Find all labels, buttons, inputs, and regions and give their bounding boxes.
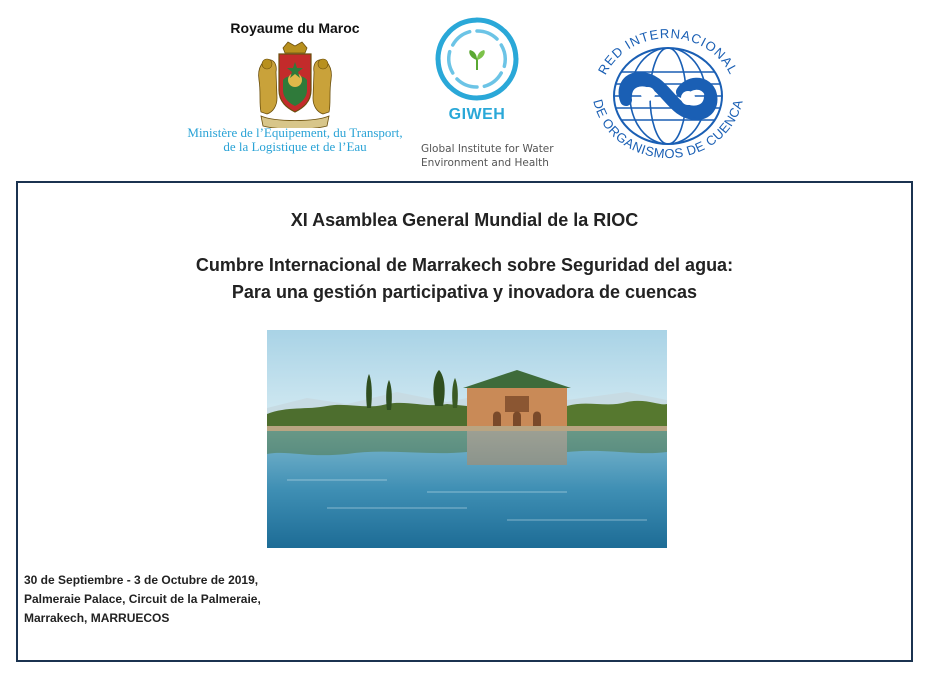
event-address — [24, 571, 424, 628]
giweh-name: GIWEH — [448, 106, 506, 123]
giweh-subtitle — [421, 142, 581, 170]
event-subtitle-line1: Cumbre Internacional de Marrakech sobre Seguridad del agua: — [195, 255, 734, 275]
rioc-logo — [578, 18, 758, 168]
event-frame — [16, 181, 913, 662]
event-venue: Palmeraie Palace, Circuit de la Palmeraie, — [24, 592, 261, 606]
giweh-swirl-icon — [432, 14, 522, 104]
rioc-globe-icon — [608, 48, 728, 144]
maroc-title: Royaume du Maroc — [230, 20, 360, 36]
event-dates: 30 de Septiembre - 3 de Octubre de 2019, — [24, 573, 259, 587]
event-city: Marrakech, MARRUECOS — [24, 611, 170, 625]
menara-pavilion-photo — [267, 330, 667, 548]
giweh-subtitle-line2: Environment and Health — [421, 157, 549, 169]
maroc-ministry-line2: de la Logistique et de l’Eau — [223, 139, 367, 154]
rioc-ring-text-bottom: DE ORGANISMOS DE CUENCA — [590, 97, 746, 162]
event-subtitle-line2: Para una gestión participativa y inovadora de cuencas — [231, 282, 698, 302]
giweh-subtitle-line1: Global Institute for Water — [421, 143, 554, 155]
rioc-ring-text-top: RED INTERNACIONAL — [594, 25, 742, 78]
maroc-ministry-line1: Ministère de l’Equipement, du Transport, — [187, 125, 403, 140]
giweh-logo — [415, 14, 575, 174]
moroccan-coat-of-arms-icon — [255, 40, 335, 128]
maroc-ministry-text — [180, 126, 410, 154]
event-title: XI Asamblea General Mundial de la RIOC — [290, 210, 639, 230]
maroc-logo — [180, 14, 410, 164]
